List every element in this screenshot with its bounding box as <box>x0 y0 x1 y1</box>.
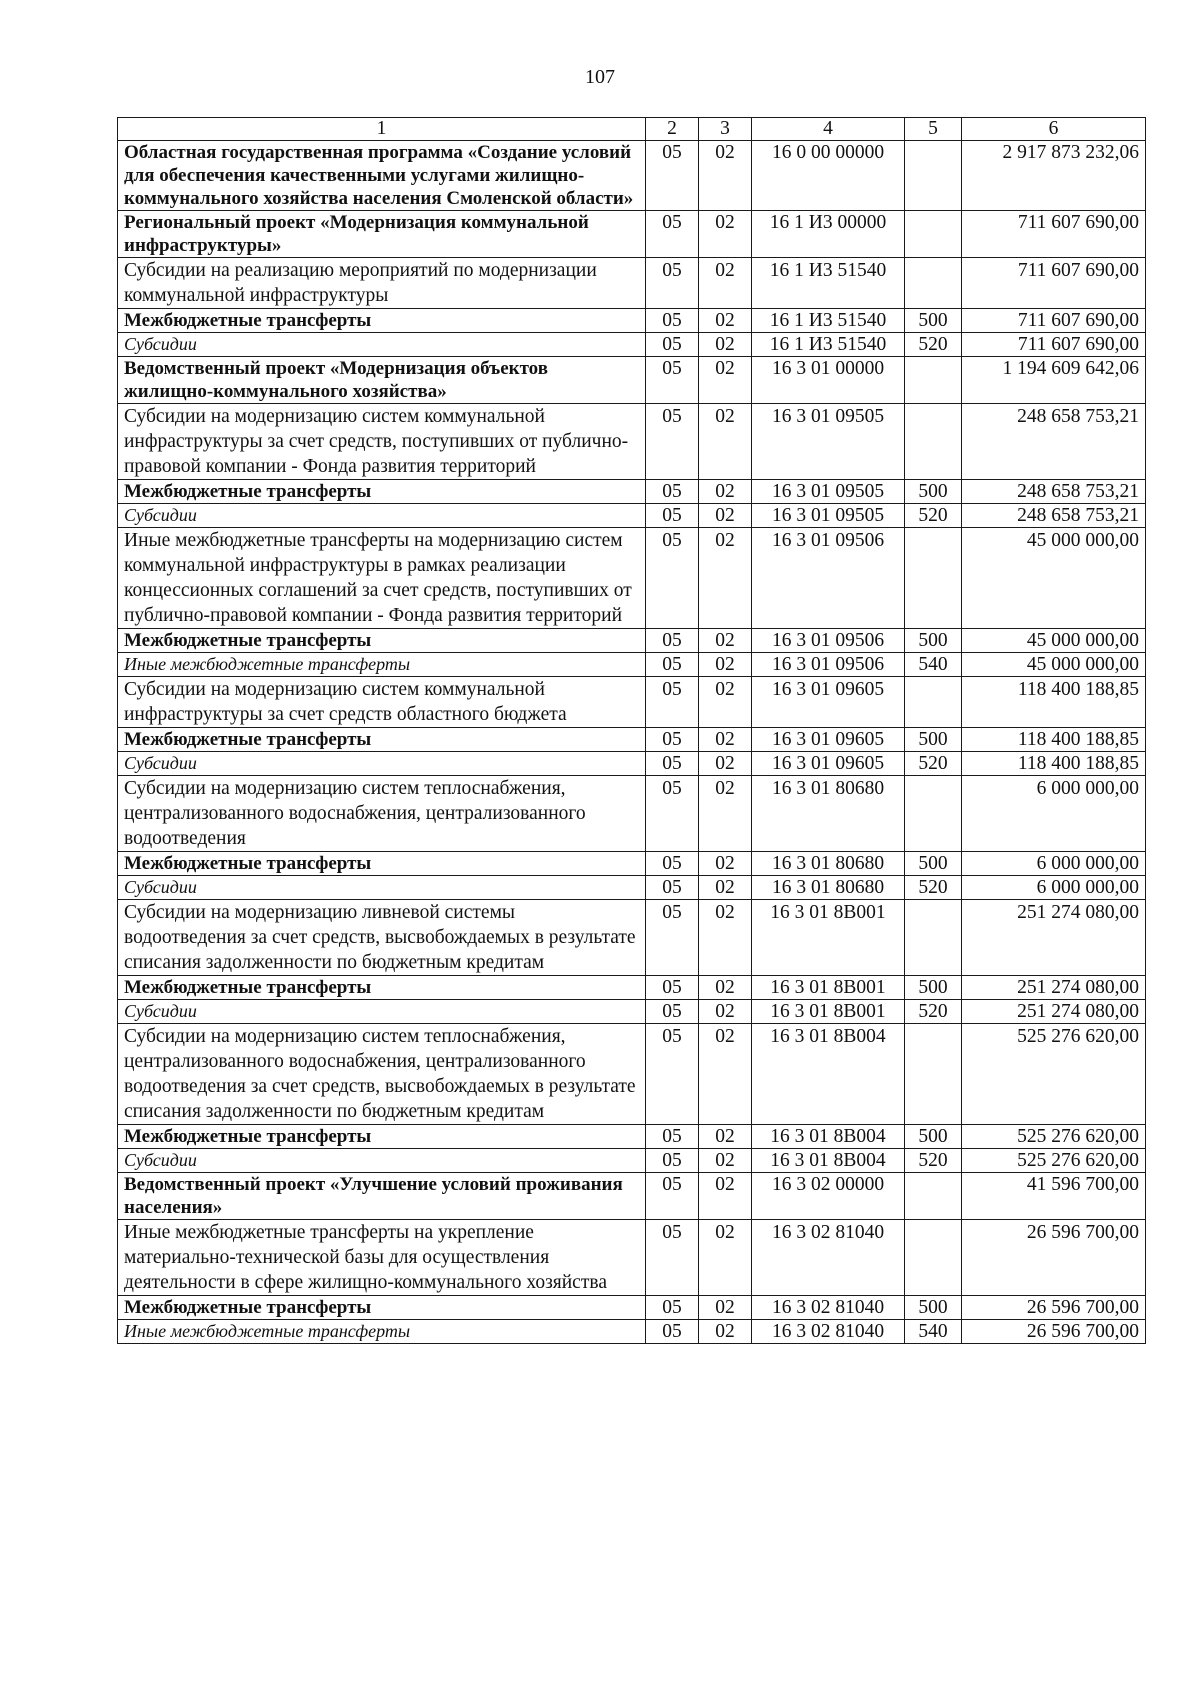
row-section-cell: 05 <box>646 677 699 728</box>
row-amount-cell: 6 000 000,00 <box>962 776 1146 852</box>
column-header-6: 6 <box>962 118 1146 141</box>
row-expense-type-cell: 500 <box>905 728 962 752</box>
table-row <box>118 1320 1146 1344</box>
row-expense-type-cell <box>905 258 962 309</box>
row-target-article-cell: 16 3 01 8В001 <box>752 976 905 1000</box>
row-target-article-cell: 16 3 01 8В004 <box>752 1024 905 1125</box>
row-subsection-cell: 02 <box>699 211 752 258</box>
row-subsection-cell: 02 <box>699 976 752 1000</box>
row-name-cell: Межбюджетные трансферты <box>118 976 646 1000</box>
row-name-cell: Региональный проект «Модернизация коммунальной инфраструктуры» <box>118 211 646 258</box>
row-section-cell: 05 <box>646 504 699 528</box>
table-row <box>118 1296 1146 1320</box>
row-section-cell: 05 <box>646 1296 699 1320</box>
row-section-cell: 05 <box>646 1173 699 1220</box>
row-amount-cell: 45 000 000,00 <box>962 653 1146 677</box>
row-section-cell: 05 <box>646 976 699 1000</box>
table-row <box>118 776 1146 852</box>
row-amount-cell: 26 596 700,00 <box>962 1320 1146 1344</box>
row-target-article-cell: 16 3 01 09605 <box>752 728 905 752</box>
row-name-cell: Межбюджетные трансферты <box>118 480 646 504</box>
table-row <box>118 852 1146 876</box>
row-name-cell: Субсидии на модернизацию систем коммунальной инфраструктуры за счет средств областного бюджета <box>118 677 646 728</box>
row-subsection-cell: 02 <box>699 900 752 976</box>
table-row <box>118 1220 1146 1296</box>
row-subsection-cell: 02 <box>699 333 752 357</box>
column-header-1: 1 <box>118 118 646 141</box>
row-target-article-cell: 16 3 02 81040 <box>752 1320 905 1344</box>
row-amount-cell: 251 274 080,00 <box>962 1000 1146 1024</box>
row-expense-type-cell: 520 <box>905 1000 962 1024</box>
row-name-cell: Субсидии на модернизацию ливневой системы водоотведения за счет средств, высвобождаемых в результате списания задолженности по бюджетным кредитам <box>118 900 646 976</box>
row-subsection-cell: 02 <box>699 528 752 629</box>
row-name-cell: Субсидии <box>118 333 646 357</box>
table-row <box>118 404 1146 480</box>
row-section-cell: 05 <box>646 528 699 629</box>
row-subsection-cell: 02 <box>699 258 752 309</box>
row-target-article-cell: 16 3 02 81040 <box>752 1296 905 1320</box>
row-expense-type-cell: 520 <box>905 752 962 776</box>
row-section-cell: 05 <box>646 211 699 258</box>
row-target-article-cell: 16 1 И3 51540 <box>752 258 905 309</box>
row-expense-type-cell: 520 <box>905 333 962 357</box>
row-section-cell: 05 <box>646 333 699 357</box>
row-target-article-cell: 16 3 01 09506 <box>752 629 905 653</box>
row-target-article-cell: 16 3 01 00000 <box>752 357 905 404</box>
row-subsection-cell: 02 <box>699 1149 752 1173</box>
row-target-article-cell: 16 3 01 8В004 <box>752 1125 905 1149</box>
row-target-article-cell: 16 3 01 8В001 <box>752 1000 905 1024</box>
row-section-cell: 05 <box>646 1220 699 1296</box>
row-expense-type-cell: 500 <box>905 480 962 504</box>
row-section-cell: 05 <box>646 258 699 309</box>
row-expense-type-cell: 500 <box>905 976 962 1000</box>
row-section-cell: 05 <box>646 1125 699 1149</box>
row-amount-cell: 251 274 080,00 <box>962 976 1146 1000</box>
row-amount-cell: 6 000 000,00 <box>962 876 1146 900</box>
row-subsection-cell: 02 <box>699 480 752 504</box>
table-row <box>118 504 1146 528</box>
row-name-cell: Межбюджетные трансферты <box>118 1296 646 1320</box>
row-target-article-cell: 16 3 01 09506 <box>752 528 905 629</box>
table-row <box>118 333 1146 357</box>
row-subsection-cell: 02 <box>699 876 752 900</box>
table-row <box>118 1125 1146 1149</box>
row-amount-cell: 251 274 080,00 <box>962 900 1146 976</box>
row-amount-cell: 248 658 753,21 <box>962 504 1146 528</box>
row-amount-cell: 248 658 753,21 <box>962 404 1146 480</box>
row-target-article-cell: 16 1 И3 00000 <box>752 211 905 258</box>
table-header-row <box>118 118 1146 141</box>
row-expense-type-cell: 540 <box>905 653 962 677</box>
row-amount-cell: 1 194 609 642,06 <box>962 357 1146 404</box>
row-section-cell: 05 <box>646 653 699 677</box>
row-subsection-cell: 02 <box>699 629 752 653</box>
table-row <box>118 1000 1146 1024</box>
row-amount-cell: 525 276 620,00 <box>962 1024 1146 1125</box>
row-subsection-cell: 02 <box>699 309 752 333</box>
row-subsection-cell: 02 <box>699 677 752 728</box>
row-name-cell: Субсидии <box>118 1149 646 1173</box>
column-header-4: 4 <box>752 118 905 141</box>
table-row <box>118 141 1146 211</box>
row-section-cell: 05 <box>646 1024 699 1125</box>
row-section-cell: 05 <box>646 629 699 653</box>
row-amount-cell: 2 917 873 232,06 <box>962 141 1146 211</box>
row-expense-type-cell: 520 <box>905 1149 962 1173</box>
column-header-2: 2 <box>646 118 699 141</box>
row-expense-type-cell <box>905 1024 962 1125</box>
row-name-cell: Иные межбюджетные трансферты <box>118 1320 646 1344</box>
row-name-cell: Ведомственный проект «Улучшение условий проживания населения» <box>118 1173 646 1220</box>
row-target-article-cell: 16 0 00 00000 <box>752 141 905 211</box>
table-row <box>118 677 1146 728</box>
row-subsection-cell: 02 <box>699 752 752 776</box>
row-target-article-cell: 16 3 01 09605 <box>752 752 905 776</box>
row-target-article-cell: 16 3 02 81040 <box>752 1220 905 1296</box>
row-target-article-cell: 16 3 01 8В001 <box>752 900 905 976</box>
row-subsection-cell: 02 <box>699 653 752 677</box>
row-amount-cell: 711 607 690,00 <box>962 258 1146 309</box>
row-amount-cell: 118 400 188,85 <box>962 677 1146 728</box>
row-name-cell: Межбюджетные трансферты <box>118 852 646 876</box>
table-body <box>118 141 1146 1344</box>
row-subsection-cell: 02 <box>699 1000 752 1024</box>
table-row <box>118 629 1146 653</box>
page-number: 107 <box>585 66 615 88</box>
row-name-cell: Межбюджетные трансферты <box>118 1125 646 1149</box>
column-header-5: 5 <box>905 118 962 141</box>
row-name-cell: Субсидии на модернизацию систем теплоснабжения, централизованного водоснабжения, централизованного водоотведения за счет средств, высвобождаемых в результате списания задолженности по бюджетным кредитам <box>118 1024 646 1125</box>
row-expense-type-cell: 500 <box>905 852 962 876</box>
table-row <box>118 528 1146 629</box>
row-expense-type-cell <box>905 141 962 211</box>
row-target-article-cell: 16 3 01 09605 <box>752 677 905 728</box>
row-section-cell: 05 <box>646 876 699 900</box>
row-name-cell: Межбюджетные трансферты <box>118 728 646 752</box>
row-amount-cell: 711 607 690,00 <box>962 333 1146 357</box>
row-subsection-cell: 02 <box>699 1296 752 1320</box>
row-amount-cell: 6 000 000,00 <box>962 852 1146 876</box>
row-amount-cell: 711 607 690,00 <box>962 211 1146 258</box>
row-section-cell: 05 <box>646 752 699 776</box>
row-expense-type-cell <box>905 357 962 404</box>
row-name-cell: Ведомственный проект «Модернизация объектов жилищно-коммунального хозяйства» <box>118 357 646 404</box>
row-expense-type-cell <box>905 404 962 480</box>
row-subsection-cell: 02 <box>699 728 752 752</box>
row-target-article-cell: 16 1 И3 51540 <box>752 309 905 333</box>
table-row <box>118 1149 1146 1173</box>
row-amount-cell: 525 276 620,00 <box>962 1125 1146 1149</box>
row-expense-type-cell: 500 <box>905 629 962 653</box>
row-target-article-cell: 16 3 01 80680 <box>752 776 905 852</box>
row-subsection-cell: 02 <box>699 404 752 480</box>
row-name-cell: Иные межбюджетные трансферты на модернизацию систем коммунальной инфраструктуры в рамках реализации концессионных соглашений за счет средств, поступивших от публично-правовой компании - Фонда развития территорий <box>118 528 646 629</box>
table-row <box>118 258 1146 309</box>
row-target-article-cell: 16 1 И3 51540 <box>752 333 905 357</box>
row-section-cell: 05 <box>646 1320 699 1344</box>
row-name-cell: Субсидии <box>118 504 646 528</box>
row-subsection-cell: 02 <box>699 776 752 852</box>
row-target-article-cell: 16 3 01 80680 <box>752 852 905 876</box>
row-name-cell: Субсидии на модернизацию систем теплоснабжения, централизованного водоснабжения, централизованного водоотведения <box>118 776 646 852</box>
column-header-3: 3 <box>699 118 752 141</box>
row-subsection-cell: 02 <box>699 1220 752 1296</box>
row-amount-cell: 525 276 620,00 <box>962 1149 1146 1173</box>
row-name-cell: Иные межбюджетные трансферты <box>118 653 646 677</box>
row-target-article-cell: 16 3 01 09505 <box>752 480 905 504</box>
row-amount-cell: 26 596 700,00 <box>962 1220 1146 1296</box>
row-section-cell: 05 <box>646 728 699 752</box>
row-target-article-cell: 16 3 01 8В004 <box>752 1149 905 1173</box>
table-row <box>118 900 1146 976</box>
row-amount-cell: 45 000 000,00 <box>962 528 1146 629</box>
row-target-article-cell: 16 3 02 00000 <box>752 1173 905 1220</box>
row-expense-type-cell <box>905 211 962 258</box>
table-row <box>118 752 1146 776</box>
row-section-cell: 05 <box>646 1000 699 1024</box>
table-row <box>118 728 1146 752</box>
row-name-cell: Областная государственная программа «Создание условий для обеспечения качественными услугами жилищно-коммунального хозяйства населения Смоленской области» <box>118 141 646 211</box>
row-expense-type-cell <box>905 776 962 852</box>
row-expense-type-cell <box>905 528 962 629</box>
row-section-cell: 05 <box>646 776 699 852</box>
row-subsection-cell: 02 <box>699 141 752 211</box>
row-expense-type-cell: 540 <box>905 1320 962 1344</box>
row-subsection-cell: 02 <box>699 1024 752 1125</box>
row-amount-cell: 118 400 188,85 <box>962 728 1146 752</box>
row-amount-cell: 248 658 753,21 <box>962 480 1146 504</box>
budget-table <box>117 117 1146 1344</box>
row-subsection-cell: 02 <box>699 1320 752 1344</box>
row-name-cell: Межбюджетные трансферты <box>118 309 646 333</box>
table-row <box>118 211 1146 258</box>
row-section-cell: 05 <box>646 357 699 404</box>
row-target-article-cell: 16 3 01 09505 <box>752 404 905 480</box>
row-target-article-cell: 16 3 01 09506 <box>752 653 905 677</box>
row-expense-type-cell <box>905 1173 962 1220</box>
row-expense-type-cell: 500 <box>905 1296 962 1320</box>
row-expense-type-cell <box>905 1220 962 1296</box>
row-amount-cell: 41 596 700,00 <box>962 1173 1146 1220</box>
row-section-cell: 05 <box>646 404 699 480</box>
row-subsection-cell: 02 <box>699 357 752 404</box>
row-subsection-cell: 02 <box>699 1173 752 1220</box>
row-expense-type-cell <box>905 900 962 976</box>
table-row <box>118 653 1146 677</box>
table-row <box>118 1024 1146 1125</box>
table-row <box>118 876 1146 900</box>
row-name-cell: Межбюджетные трансферты <box>118 629 646 653</box>
row-expense-type-cell: 500 <box>905 1125 962 1149</box>
row-expense-type-cell: 520 <box>905 876 962 900</box>
row-name-cell: Субсидии <box>118 752 646 776</box>
row-subsection-cell: 02 <box>699 504 752 528</box>
row-expense-type-cell: 520 <box>905 504 962 528</box>
row-name-cell: Субсидии на реализацию мероприятий по модернизации коммунальной инфраструктуры <box>118 258 646 309</box>
row-target-article-cell: 16 3 01 09505 <box>752 504 905 528</box>
row-name-cell: Иные межбюджетные трансферты на укрепление материально-технической базы для осуществления деятельности в сфере жилищно-коммунального хозяйства <box>118 1220 646 1296</box>
row-section-cell: 05 <box>646 309 699 333</box>
row-section-cell: 05 <box>646 852 699 876</box>
row-name-cell: Субсидии <box>118 1000 646 1024</box>
row-expense-type-cell <box>905 677 962 728</box>
table-row <box>118 480 1146 504</box>
row-subsection-cell: 02 <box>699 852 752 876</box>
row-section-cell: 05 <box>646 900 699 976</box>
row-section-cell: 05 <box>646 480 699 504</box>
row-amount-cell: 26 596 700,00 <box>962 1296 1146 1320</box>
row-amount-cell: 711 607 690,00 <box>962 309 1146 333</box>
table-row <box>118 357 1146 404</box>
row-section-cell: 05 <box>646 1149 699 1173</box>
row-target-article-cell: 16 3 01 80680 <box>752 876 905 900</box>
row-subsection-cell: 02 <box>699 1125 752 1149</box>
row-section-cell: 05 <box>646 141 699 211</box>
table-row <box>118 976 1146 1000</box>
row-amount-cell: 45 000 000,00 <box>962 629 1146 653</box>
row-name-cell: Субсидии <box>118 876 646 900</box>
row-amount-cell: 118 400 188,85 <box>962 752 1146 776</box>
row-name-cell: Субсидии на модернизацию систем коммунальной инфраструктуры за счет средств, поступивших от публично-правовой компании - Фонда развития территорий <box>118 404 646 480</box>
table-row <box>118 309 1146 333</box>
table-row <box>118 1173 1146 1220</box>
row-expense-type-cell: 500 <box>905 309 962 333</box>
